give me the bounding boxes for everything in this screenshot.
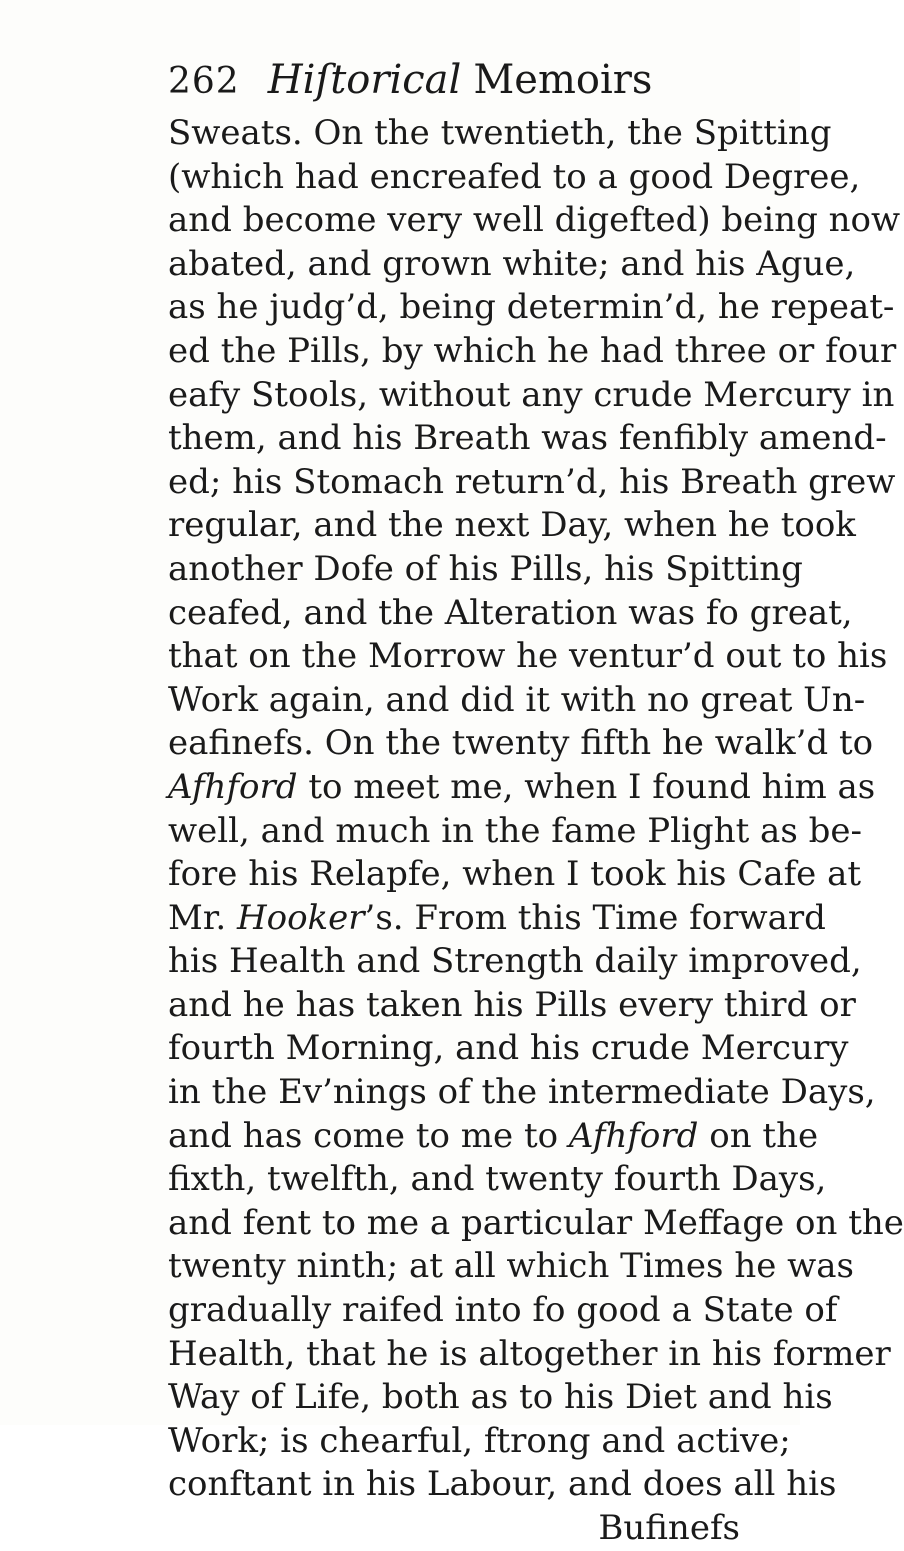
text-line: [168, 1420, 791, 1464]
text-line: [168, 1158, 827, 1202]
text-line: [168, 897, 826, 941]
text-line: [168, 810, 862, 854]
text-line: [168, 1027, 849, 1071]
text-segment: on the: [698, 1115, 819, 1156]
running-title-italic: Hiſtorical: [267, 57, 462, 103]
text-line: [168, 1115, 819, 1159]
text-segment: Health, that he is altogether in his former: [168, 1333, 891, 1374]
catchword: [168, 1507, 740, 1551]
text-line: [168, 766, 876, 810]
italic-text: Afhford: [168, 766, 298, 807]
text-segment: in the Ev’nings of the intermediate Days,: [168, 1072, 876, 1113]
running-header: [168, 50, 728, 110]
italic-text: Hooker: [236, 897, 365, 938]
text-line: [168, 1289, 838, 1333]
text-segment: and fent to me a particular Meffage on the: [168, 1202, 904, 1243]
text-segment: Mr.: [168, 897, 237, 938]
text-line: [168, 243, 856, 287]
text-segment: eafinefs. On the twenty fifth he walk’d to: [168, 723, 874, 764]
text-line: [168, 1376, 833, 1420]
text-segment: to meet me, when I found him as: [297, 766, 876, 807]
text-segment: fore his Relapfe, when I took his Cafe at: [168, 854, 862, 895]
text-segment: Bufinefs: [598, 1508, 740, 1548]
text-line: [168, 1463, 837, 1507]
text-line: [168, 940, 862, 984]
body-text: [168, 112, 904, 1551]
text-segment: gradually raifed into fo good a State of: [168, 1290, 838, 1331]
text-line: [168, 374, 895, 418]
running-title-roman: Memoirs: [473, 57, 653, 103]
text-line: [168, 1202, 904, 1246]
text-line: [168, 417, 887, 461]
text-line: [168, 330, 897, 374]
text-line: [168, 504, 856, 548]
text-line: [168, 461, 896, 505]
text-segment: ’s. From this Time forward: [364, 897, 826, 938]
text-segment: ceafed, and the Alteration was fo great,: [168, 592, 853, 633]
text-segment: Work again, and did it with no great Un-: [168, 679, 866, 720]
text-line: [168, 853, 862, 897]
text-segment: well, and much in the fame Plight as be-: [168, 810, 862, 851]
text-line: [168, 156, 861, 200]
text-line: [168, 199, 901, 243]
text-segment: conftant in his Labour, and does all his: [168, 1464, 837, 1505]
text-line: [168, 722, 874, 766]
text-line: [168, 1071, 876, 1115]
page-number: 262: [168, 61, 240, 102]
text-line: [168, 548, 803, 592]
text-segment: ed the Pills, by which he had three or four: [168, 330, 897, 371]
italic-text: Afhford: [568, 1115, 699, 1156]
text-line: [168, 112, 832, 156]
text-segment: and become very well digefted) being now: [168, 200, 901, 241]
text-segment: his Health and Strength daily improved,: [168, 941, 862, 982]
text-segment: (which had encreafed to a good Degree,: [168, 156, 861, 197]
text-line: [168, 1245, 854, 1289]
text-segment: Work; is chearful, ftrong and active;: [168, 1420, 791, 1461]
text-segment: that on the Morrow he ventur’d out to his: [168, 636, 888, 677]
text-line: [168, 1333, 891, 1377]
text-line: [168, 286, 895, 330]
text-segment: and has come to me to: [168, 1115, 569, 1156]
text-segment: abated, and grown white; and his Ague,: [168, 243, 856, 284]
text-segment: them, and his Breath was fenfibly amend-: [168, 418, 887, 459]
text-line: [168, 679, 866, 723]
text-line: [168, 984, 856, 1028]
text-segment: fixth, twelfth, and twenty fourth Days,: [168, 1159, 827, 1200]
text-segment: another Dofe of his Pills, his Spitting: [168, 548, 803, 589]
text-segment: fourth Morning, and his crude Mercury: [168, 1028, 849, 1069]
text-line: [168, 592, 853, 636]
text-segment: and he has taken his Pills every third or: [168, 984, 856, 1025]
text-segment: regular, and the next Day, when he took: [168, 505, 856, 546]
text-segment: twenty ninth; at all which Times he was: [168, 1246, 854, 1287]
text-segment: ed; his Stomach return’d, his Breath grew: [168, 461, 896, 502]
text-segment: Way of Life, both as to his Diet and his: [168, 1377, 833, 1418]
text-line: [168, 635, 888, 679]
text-segment: Sweats. On the twentieth, the Spitting: [168, 113, 832, 153]
text-segment: eafy Stools, without any crude Mercury in: [168, 374, 895, 415]
text-segment: as he judg’d, being determin’d, he repeat-: [168, 287, 895, 328]
